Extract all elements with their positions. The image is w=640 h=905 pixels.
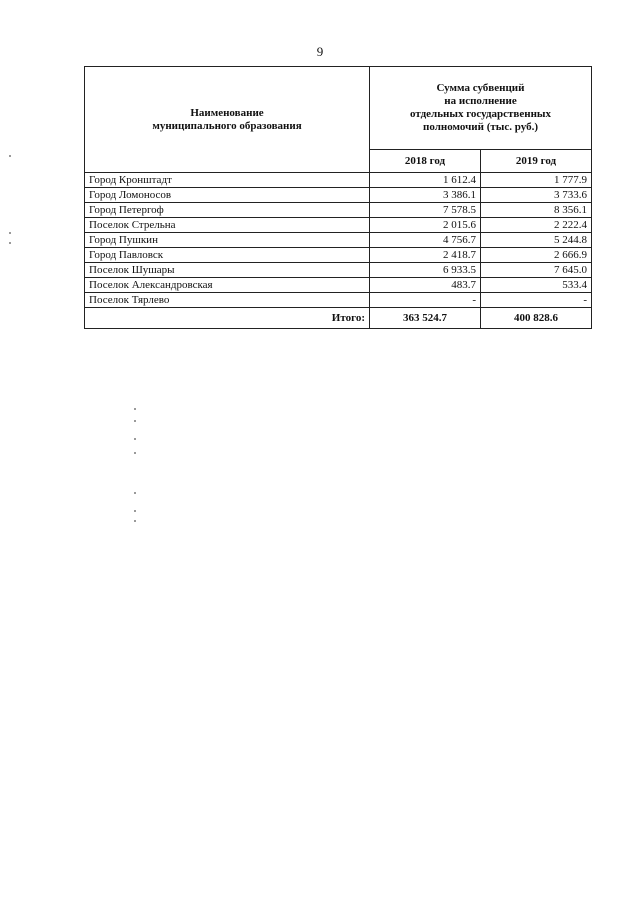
total-value-2018: 363 524.7	[370, 308, 481, 329]
row-value-2018: 2 015.6	[370, 218, 481, 233]
scan-speck	[134, 452, 136, 454]
row-municipality: Город Кронштадт	[85, 173, 370, 188]
row-municipality: Поселок Александровская	[85, 278, 370, 293]
row-value-2018: 4 756.7	[370, 233, 481, 248]
table-row	[85, 173, 592, 188]
row-value-2018: 2 418.7	[370, 248, 481, 263]
row-municipality: Поселок Стрельна	[85, 218, 370, 233]
table-row	[85, 203, 592, 218]
total-value-2019: 400 828.6	[480, 308, 591, 329]
header-year-2019: 2019 год	[480, 150, 591, 173]
row-municipality: Город Петергоф	[85, 203, 370, 218]
row-value-2018: -	[370, 293, 481, 308]
header-name-line1: Наименование	[190, 106, 264, 119]
total-row	[85, 308, 592, 329]
scan-speck	[134, 520, 136, 522]
total-label: Итого:	[85, 308, 370, 329]
scan-speck	[9, 232, 11, 234]
scan-speck	[134, 492, 136, 494]
table-row	[85, 248, 592, 263]
row-value-2019: 3 733.6	[480, 188, 591, 203]
header-sum-line1: Сумма субвенций	[436, 82, 525, 94]
scan-speck	[9, 155, 11, 157]
row-value-2019: -	[480, 293, 591, 308]
table-row	[85, 278, 592, 293]
row-value-2019: 7 645.0	[480, 263, 591, 278]
table-row	[85, 263, 592, 278]
table-row	[85, 188, 592, 203]
scan-speck	[134, 408, 136, 410]
header-sum-line3: отдельных государственных	[409, 108, 552, 120]
row-value-2019: 533.4	[480, 278, 591, 293]
subventions-table	[84, 66, 592, 329]
row-value-2019: 1 777.9	[480, 173, 591, 188]
row-value-2018: 6 933.5	[370, 263, 481, 278]
table-row	[85, 293, 592, 308]
table-row	[85, 218, 592, 233]
row-value-2018: 7 578.5	[370, 203, 481, 218]
header-sum-line2: на исполнение	[444, 95, 517, 107]
row-municipality: Город Пушкин	[85, 233, 370, 248]
scan-speck	[134, 420, 136, 422]
header-sum-line4: полномочий (тыс. руб.)	[423, 121, 538, 133]
scan-speck	[9, 242, 11, 244]
row-municipality: Город Ломоносов	[85, 188, 370, 203]
header-year-2018: 2018 год	[370, 150, 481, 173]
page-number: 9	[316, 44, 324, 59]
header-municipality	[85, 67, 370, 173]
table-header-row	[85, 67, 592, 150]
row-value-2018: 483.7	[370, 278, 481, 293]
row-value-2019: 2 666.9	[480, 248, 591, 263]
row-municipality: Город Павловск	[85, 248, 370, 263]
row-municipality: Поселок Шушары	[85, 263, 370, 278]
scan-speck	[134, 438, 136, 440]
row-value-2019: 2 222.4	[480, 218, 591, 233]
table-row	[85, 233, 592, 248]
row-value-2019: 8 356.1	[480, 203, 591, 218]
header-subvention-sum	[370, 67, 592, 150]
scan-speck	[134, 510, 136, 512]
row-municipality: Поселок Тярлево	[85, 293, 370, 308]
header-name-line2: муниципального образования	[152, 119, 302, 132]
row-value-2019: 5 244.8	[480, 233, 591, 248]
row-value-2018: 3 386.1	[370, 188, 481, 203]
row-value-2018: 1 612.4	[370, 173, 481, 188]
